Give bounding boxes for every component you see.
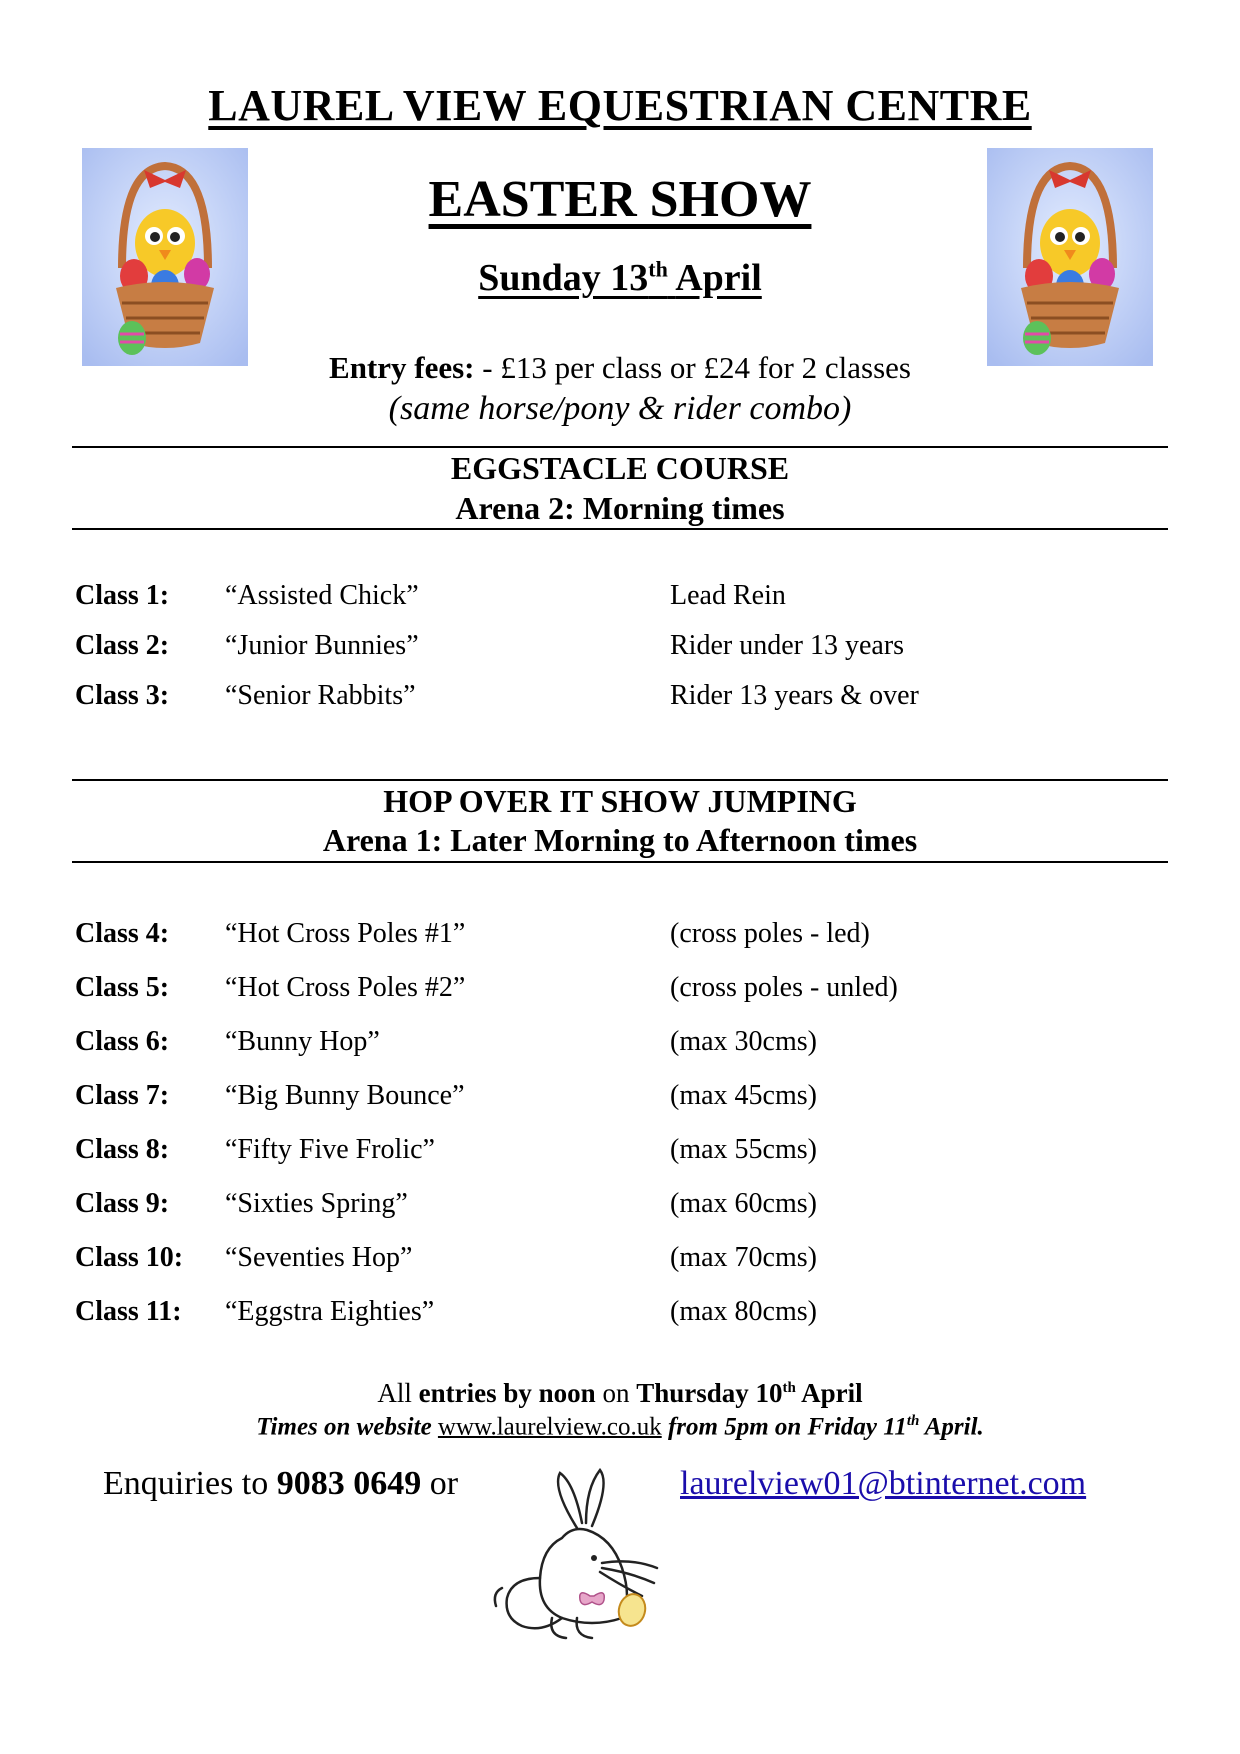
show-date-month: April <box>675 257 762 299</box>
class-description: (max 70cms) <box>670 1242 817 1273</box>
times-note <box>0 1413 1240 1441</box>
class-label: Class 8: <box>75 1134 170 1165</box>
class-row <box>75 1134 1175 1174</box>
times-end: April. <box>919 1413 984 1441</box>
class-name: “Assisted Chick” <box>225 580 419 611</box>
deadline-suffix: th <box>782 1380 796 1396</box>
class-name: “Hot Cross Poles #1” <box>225 918 466 949</box>
class-row <box>75 630 1175 670</box>
entry-deadline <box>0 1378 1240 1409</box>
section-subtitle: Arena 2: Morning times <box>455 490 785 526</box>
deadline-month: April <box>795 1378 863 1408</box>
deadline-bold: entries by noon <box>418 1378 596 1408</box>
show-date-suffix: th <box>648 256 668 282</box>
divider <box>72 861 1168 863</box>
class-row <box>75 918 1175 958</box>
class-description: Lead Rein <box>670 580 786 611</box>
class-description: Rider under 13 years <box>670 630 905 661</box>
class-description: (max 30cms) <box>670 1026 817 1057</box>
divider <box>72 528 1168 530</box>
class-name: “Bunny Hop” <box>225 1026 380 1057</box>
class-label: Class 9: <box>75 1188 170 1219</box>
easter-chick-basket-icon <box>82 148 248 366</box>
class-label: Class 1: <box>75 580 170 611</box>
class-description: (cross poles - unled) <box>670 972 898 1003</box>
entry-fees-note: (same horse/pony & rider combo) <box>388 390 852 427</box>
bunny-with-egg-icon <box>482 1468 690 1648</box>
section-subtitle: Arena 1: Later Morning to Afternoon times <box>322 822 918 858</box>
email-link[interactable]: laurelview01@btinternet.com <box>680 1465 1087 1502</box>
deadline-pre: All <box>377 1378 419 1408</box>
times-suffix: th <box>906 1413 920 1429</box>
class-name: “Junior Bunnies” <box>225 630 419 661</box>
class-label: Class 11: <box>75 1296 182 1327</box>
entry-fees-label: Entry fees: <box>329 350 475 385</box>
class-row <box>75 1296 1175 1336</box>
times-pre: Times on website <box>256 1413 438 1441</box>
organisation-title: LAUREL VIEW EQUESTRIAN CENTRE <box>208 81 1032 130</box>
deadline-day: Thursday 10 <box>636 1378 783 1408</box>
class-row <box>75 1026 1175 1066</box>
class-label: Class 4: <box>75 918 170 949</box>
class-row <box>75 1242 1175 1282</box>
deadline-mid: on <box>595 1378 637 1408</box>
class-label: Class 2: <box>75 630 170 661</box>
class-label: Class 5: <box>75 972 170 1003</box>
class-name: “Fifty Five Frolic” <box>225 1134 435 1165</box>
class-name: “Sixties Spring” <box>225 1188 408 1219</box>
class-name: “Senior Rabbits” <box>225 680 416 711</box>
class-name: “Eggstra Eighties” <box>225 1296 435 1327</box>
class-name: “Big Bunny Bounce” <box>225 1080 465 1111</box>
class-description: (max 55cms) <box>670 1134 817 1165</box>
class-description: (max 80cms) <box>670 1296 817 1327</box>
class-label: Class 7: <box>75 1080 170 1111</box>
class-row <box>75 680 1175 720</box>
class-label: Class 6: <box>75 1026 170 1057</box>
section-title: HOP OVER IT SHOW JUMPING <box>383 783 857 819</box>
class-row <box>75 580 1175 620</box>
class-description: (cross poles - led) <box>670 918 870 949</box>
entry-fees <box>0 350 1240 386</box>
class-description: (max 60cms) <box>670 1188 817 1219</box>
class-description: Rider 13 years & over <box>670 680 919 711</box>
enquiries <box>103 1465 458 1503</box>
entry-fees-text: - £13 per class or £24 for 2 classes <box>474 350 911 385</box>
website-link[interactable]: www.laurelview.co.uk <box>437 1413 662 1441</box>
class-label: Class 10: <box>75 1242 184 1273</box>
class-row <box>75 1080 1175 1120</box>
enquiries-or: or <box>421 1465 459 1502</box>
class-description: (max 45cms) <box>670 1080 817 1111</box>
class-name: “Seventies Hop” <box>225 1242 413 1273</box>
class-row <box>75 972 1175 1012</box>
times-post: from 5pm on Friday 11 <box>661 1413 907 1441</box>
class-label: Class 3: <box>75 680 170 711</box>
section-title: EGGSTACLE COURSE <box>450 450 790 486</box>
class-row <box>75 1188 1175 1228</box>
enquiries-pre: Enquiries to <box>103 1465 277 1502</box>
class-name: “Hot Cross Poles #2” <box>225 972 466 1003</box>
easter-chick-basket-icon <box>987 148 1153 366</box>
show-title: EASTER SHOW <box>428 171 812 228</box>
show-date-day: Sunday 13 <box>478 257 649 299</box>
phone-number: 9083 0649 <box>276 1465 422 1502</box>
